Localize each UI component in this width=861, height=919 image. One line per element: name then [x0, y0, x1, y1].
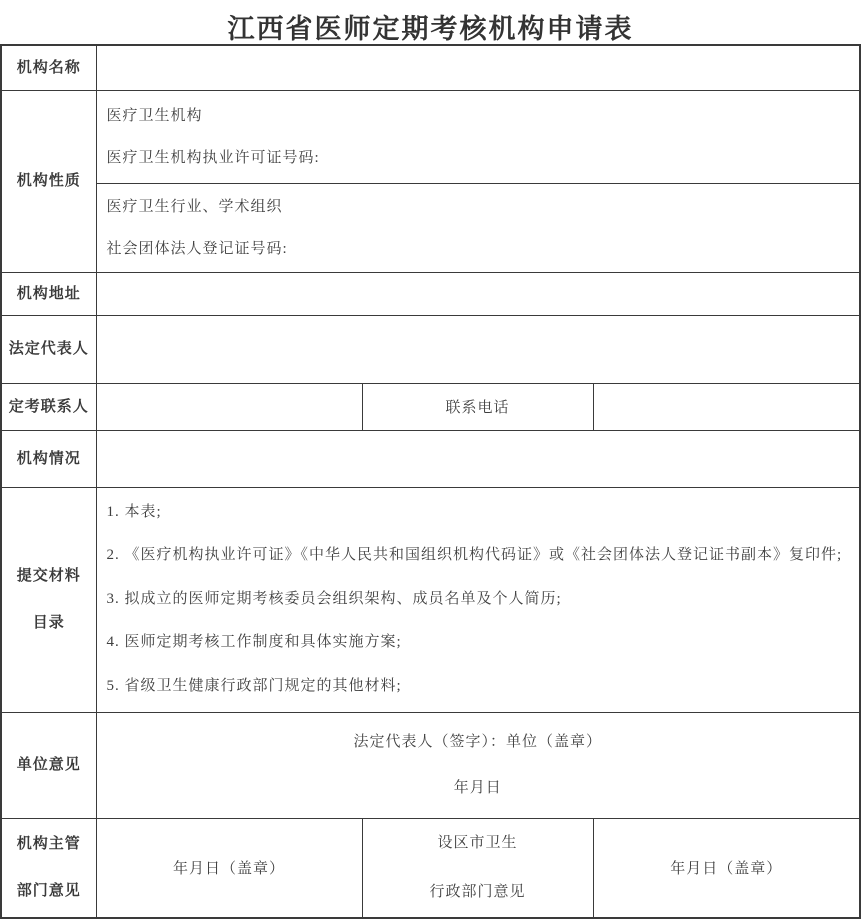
legal-representative-label-text: 法定代表人: [8, 341, 89, 357]
supervisory-dept-opinion-label: [1, 818, 96, 918]
institution-situation-label-text: 机构情况: [16, 450, 81, 467]
unit-opinion-signature-text: 法定代表人（签字）：单位（盖章）: [353, 734, 603, 750]
row-institution-name: [1, 45, 860, 90]
city-health-dept-line2: 行政部门意见: [429, 883, 526, 900]
institution-name-label: [1, 45, 96, 90]
unit-opinion-label-text: 单位意见: [16, 757, 81, 773]
material-item-5: 5. 省级卫生健康行政部门规定的其他材料;: [106, 677, 402, 694]
institution-nature-association-cell: [96, 183, 860, 272]
institution-address-label-text: 机构地址: [16, 285, 81, 302]
row-institution-nature-a: [1, 90, 860, 183]
row-institution-nature-b: [1, 183, 860, 272]
institution-nature-label-text: 机构性质: [16, 173, 81, 189]
nature-medical-license-text: 医疗卫生机构执业许可证号码:: [106, 149, 320, 166]
row-supervisory-dept-opinion: [1, 818, 860, 918]
material-item-1: 1. 本表;: [106, 503, 162, 520]
institution-nature-label: [1, 90, 96, 272]
application-form-table: [0, 44, 861, 919]
legal-representative-value-cell: [96, 315, 860, 383]
material-item-3: 3. 拟成立的医师定期考核委员会组织架构、成员名单及个人简历;: [106, 590, 562, 607]
page-title: 江西省医师定期考核机构申请表: [227, 14, 634, 44]
assessment-contact-label: [1, 383, 96, 430]
institution-nature-medical-cell: [96, 90, 860, 183]
city-health-dept-line1: 设区市卫生: [437, 834, 518, 851]
material-item-4: 4. 医师定期考核工作制度和具体实施方案;: [106, 634, 402, 651]
nature-association-license-text: 社会团体法人登记证号码:: [106, 240, 288, 257]
city-health-dept-opinion-cell: [362, 818, 593, 918]
institution-address-label: [1, 272, 96, 315]
institution-address-value-cell: [96, 272, 860, 315]
submitted-materials-label: [1, 487, 96, 712]
submitted-materials-label-line2: 目录: [32, 614, 65, 631]
row-institution-address: [1, 272, 860, 315]
assessment-contact-label-text: 定考联系人: [8, 398, 89, 415]
supervisory-dept-label-line2: 部门意见: [16, 882, 81, 899]
row-legal-representative: [1, 315, 860, 383]
row-unit-opinion: [1, 712, 860, 818]
institution-name-label-text: 机构名称: [16, 59, 81, 76]
submitted-materials-label-line1: 提交材料: [16, 567, 81, 584]
legal-representative-label: [1, 315, 96, 383]
unit-opinion-date-text: 年月日: [453, 780, 502, 796]
contact-phone-value-cell: [593, 383, 860, 430]
institution-situation-value-cell: [96, 430, 860, 487]
nature-industry-org-text: 医疗卫生行业、学术组织: [106, 198, 283, 215]
supervisory-dept-label-line1: 机构主管: [16, 835, 81, 852]
submitted-materials-list-cell: [96, 487, 860, 712]
unit-opinion-label: [1, 712, 96, 818]
city-health-dept-date-stamp-cell: 年月日（盖章）: [593, 818, 860, 918]
institution-situation-label: [1, 430, 96, 487]
unit-opinion-cell: [96, 712, 860, 818]
row-submitted-materials: [1, 487, 860, 712]
contact-phone-label-cell: 联系电话: [362, 383, 593, 430]
material-item-2: 2. 《医疗机构执业许可证》《中华人民共和国组织机构代码证》或《社会团体法人登记证书副本》复印件;: [106, 547, 843, 564]
nature-medical-org-text: 医疗卫生机构: [106, 107, 203, 124]
supervisory-dept-date-stamp-cell: 年月日（盖章）: [96, 818, 362, 918]
row-institution-situation: [1, 430, 860, 487]
row-assessment-contact: [1, 383, 860, 430]
assessment-contact-value-cell: [96, 383, 362, 430]
institution-name-value-cell: [96, 45, 860, 90]
